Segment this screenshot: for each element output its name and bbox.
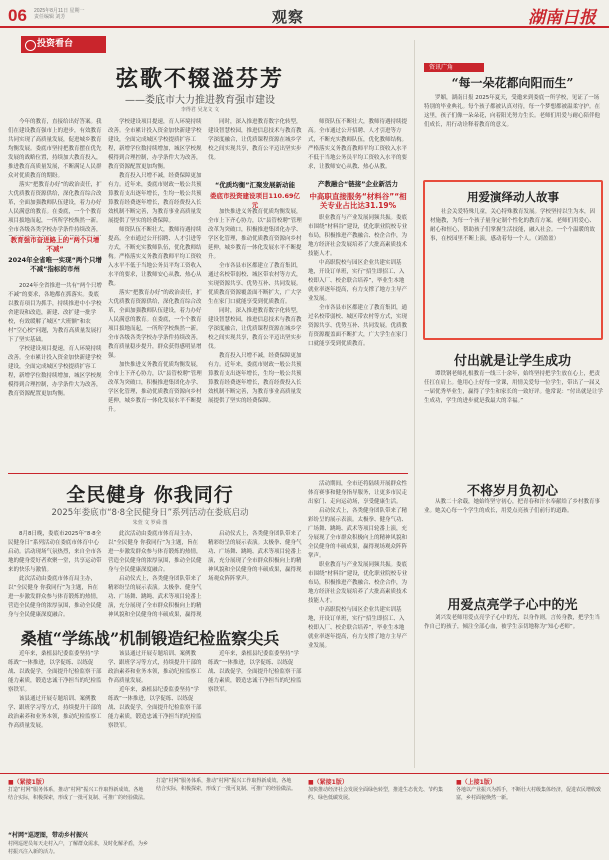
sidebar-text-4 [424, 498, 604, 582]
highlight-box-text [430, 208, 598, 336]
continuation-label: ■（上接1版） [456, 779, 496, 786]
continuation-subhead: “村网”巡逻图，带动乡村振兴 [8, 832, 88, 839]
continuation-label: ■（紧接1版） [308, 779, 348, 786]
lead-headline: 弦歌不辍溢芬芳 [115, 66, 284, 92]
paragraph: 此次活动由娄底市体育局主办，以“全民健身 你我同行”为主题，旨在进一步激发群众参与体育锻炼的热情，营造全民健身的浓厚氛围，推动全民健身与全民健康深度融合。 [8, 576, 102, 618]
column-tag: 投资看台 [21, 36, 106, 53]
paragraph: 同时，深入推进教育数字化转型，建设智慧校园，推进信息技术与教育教学深度融合，让优质课程资源在城乡学校之间实现共享，教育公平迈出坚实步伐。 [208, 119, 302, 161]
column-divider [414, 40, 415, 768]
paragraph: 师资队伍不断壮大，教师待遇持续提高。全市通过公开招聘、人才引进等方式，不断充实教师队伍，优化教师结构。严格落实义务教育教师平均工资收入水平不低于当地公务员平均工资收入水平的要求，让教师安心从教、热心从教。 [108, 227, 202, 287]
sidebar-text-1 [424, 94, 604, 174]
lead-subheadline: ——娄底市大力推进教育强市建设 [125, 95, 275, 106]
article2-headline: 全民健身 你我同行 [66, 484, 234, 506]
issue-date: 2025年8月11日 星期一 责任编辑 刘芳 [34, 8, 85, 20]
paragraph: 近年来，桑植县纪委监委坚持“学练战”一体推进，以学促练、以练促战、以战促学，全面提升纪检监察干部能力素质，锻造忠诚干净担当的纪检监察铁军。 [108, 687, 202, 729]
article2-subheadline: 2025年娄底市“8·8全民健身日”系列活动在娄底启动 [51, 508, 249, 518]
paragraph: 从教二十余载，她始终坚守初心，把青春和汗水奉献给了乡村教育事业。她关心每一个学生的成长，用爱点亮孩子们前行的道路。 [424, 499, 601, 514]
lead-column-3b [208, 208, 302, 472]
paragraph: 近年来，桑植县纪委监委坚持“学练战”一体推进，以学促练、以练促战、以战促学，全面提升纪检监察干部能力素质，锻造忠诚干净担当的纪检监察铁军。 [208, 651, 302, 693]
lead-byline: 李得君 吴龙文 文 [180, 107, 220, 113]
bottom-continuations [0, 773, 609, 860]
sidebar-headline-4: 不将岁月负初心 [466, 484, 558, 499]
article3-headline: 桑植“学练战”机制锻造纪检监察尖兵 [20, 629, 280, 648]
continuation-text: 打造“村网”服务体系，推动“村网”振兴工作取得新成效。各地结合实际，积极探索，形成了一批可复制、可推广的经验做法。 [8, 787, 148, 801]
highlight-box-headline: 用爱演绎动人故事 [467, 190, 559, 204]
paragraph: 2024年全省推进一共有“两个只增不减”的要求，各地都在抓落实。娄底以教育项目为抓手，持续推进中小学校舍建设和改造，新建、改扩建一批学校，有效缓解了城区“大班额”和农村“空心校”问题，为教育高质量发展打下了坚实基础。 [8, 283, 102, 343]
article2-column-1 [8, 530, 102, 620]
section-name: 观察 [272, 8, 305, 26]
paragraph: 活动期间，全市还将陆续开展群众性体育赛事和健身指导服务，让更多市民走出家门、走向运动场，享受健康生活。 [308, 481, 408, 505]
paragraph: 学校建设项目提速，育人环境持续改善。全市累计投入资金加快新建学校建设，全面完成城区学校提质扩容工程，新增学位数持续增加，城区学校规模得到合理控制，办学条件大为改善，教育资源配置更加均衡。 [8, 346, 102, 397]
lead-column-4b [308, 214, 408, 472]
article3-column-1 [8, 650, 102, 768]
paragraph: 同时，深入推进教育数字化转型，建设智慧校园，推进信息技术与教育教学深度融合，让优质课程资源在城乡学校之间实现共享，教育公平迈出坚实步伐。 [208, 308, 302, 350]
continuation-text: 各地以产业振兴为抓手，不断壮大村级集体经济，促进农民增收致富，乡村面貌焕然一新。 [456, 787, 601, 801]
sidebar-label: 资讯广角 [424, 63, 484, 72]
sidebar-headline-3: 付出就是让学生成功 [453, 354, 571, 369]
sidebar-headline-1: “每一朵花都向阳而生” [451, 76, 574, 90]
lead-column-3a [208, 118, 302, 180]
paragraph: 教育投入只增不减，经费保障更加有力。近年来，娄底市财政一般公共预算教育支出逐年增长，生均一般公共预算教育经费逐年增长，教育经费投入长效机制不断完善，为教育事业高质量发展提供了坚实的经费保障。 [108, 173, 202, 224]
lead-column-4a [308, 118, 408, 178]
paragraph: 罗媚，湖南日报 2025年夏天，受邀来到娄底一所学校，见证了一场特别的毕业典礼。每个孩子都被认真对待，每一个梦想都被温柔守护。在这里，孩子们像一朵朵花，向着阳光努力生长。老师们用爱与耐心陪伴他们成长，用行动诠释着教育的意义。 [424, 95, 601, 128]
paragraph: 启动仪式上，各类健身团队带来了精彩纷呈的展示表演。太极拳、健身气功、广场舞、跳绳、武术等项目轮番上演，充分展现了全市群众积极向上的精神风貌和全民健身的丰硕成果，赢得现场观众阵阵掌声。 [208, 531, 302, 582]
paragraph: 中高职院校与园区企业共建实训基地，开设订单班，实行“招生即招工、入校即入厂、校企联合培养”，毕业生本地就业率逐年提高，有力支撑了地方主导产业发展。 [308, 607, 408, 649]
paragraph: 全市各县市区都建立了教育集团，通过名校带弱校、城区带农村等方式，实现资源共享、优势互补、共同发展。优质教育资源覆盖面不断扩大，广大学生在家门口就能享受到优质教育。 [308, 305, 408, 347]
paragraph: 落实“把教育办好”的政治责任，扩大优质教育资源供给，深化教育综合改革，全面加强教师队伍建设，着力办好人民满意的教育。在娄底，一个个教育项目拔地而起，一所所学校焕然一新。全市各级各类学校办学条件持续改善，教育质量稳步提升，群众获得感明显增强。 [108, 290, 202, 359]
article2-byline: 朱萱 文 罗舜 图 [132, 520, 168, 526]
paragraph: 谭铁钢老师扎根教育一线三十余年，始终坚持把学生放在心上，把责任扛在肩上。他用心上好每一堂课，用情关爱每一位学生，带出了一届又一届优秀毕业生，赢得了学生和家长的一致好评。他常说：“付出就是让学生成功，学生的进步就是我最大的幸福。” [424, 371, 603, 404]
section-subhead: “优质均衡”汇聚发展新动能 [214, 181, 296, 189]
article3-column-3 [208, 650, 302, 768]
paragraph: 8月8日晚，娄底市2025年“8·8全民健身日”系列活动在娄底市体育中心启动。活动现场气氛热烈，来自全市各地的健身爱好者欢聚一堂，共享运动带来的快乐与激情。 [8, 531, 102, 573]
paragraph: 该县通过开展专题培训、案例教学、跟班学习等方式，持续提升干部的政治素养和业务本领，推动纪检监察工作高质量发展。 [8, 696, 102, 729]
paragraph: 近年来，桑植县纪委监委坚持“学练战”一体推进，以学促练、以练促战、以战促学，全面提升纪检监察干部能力素质，锻造忠诚干净担当的纪检监察铁军。 [8, 651, 102, 693]
paragraph: 师资队伍不断壮大，教师待遇持续提高。全市通过公开招聘、人才引进等方式，不断充实教师队伍，优化教师结构。严格落实义务教育教师平均工资收入水平不低于当地公务员平均工资收入水平的要求，让教师安心从教、热心从教。 [308, 119, 408, 170]
paragraph: 中高职院校与园区企业共建实训基地，开设订单班，实行“招生即招工、入校即入厂、校企联合培养”，毕业生本地就业率逐年提高，有力支撑了地方主导产业发展。 [308, 260, 408, 302]
lead-column-1b [8, 282, 102, 472]
paragraph: 教育投入只增不减，经费保障更加有力。近年来，娄底市财政一般公共预算教育支出逐年增长，生均一般公共预算教育经费逐年增长，教育经费投入长效机制不断完善，为教育事业高质量发展提供了坚实的经费保障。 [208, 353, 302, 404]
divider [8, 473, 408, 474]
paragraph: 刘兴发老师用爱点亮学子心中的光，以身作则，言传身教，把学生当作自己的孩子，倾注全部心血，被学生亲切地称为“知心老师”。 [424, 615, 601, 630]
paragraph: 启动仪式上，各类健身团队带来了精彩纷呈的展示表演。太极拳、健身气功、广场舞、跳绳、武术等项目轮番上演，充分展现了全市群众积极向上的精神风貌和全民健身的丰硕成果，赢得现 [108, 576, 202, 618]
section-subhead: 产教融合“链接”企业新活力 [317, 180, 399, 188]
paragraph: 社会关爱特殊儿童，关心特殊教育发展。学校坚持以生为本，因材施教，为每一个孩子量身定制个性化的教育方案。老师们用爱心、耐心和恒心，帮助孩子们掌握生活技能，融入社会。一个个温暖的故事，在校园里不断上演，感动着每一个人。（刘盈盈） [430, 209, 596, 242]
paragraph: 落实“把教育办好”的政治责任，扩大优质教育资源供给，深化教育综合改革，全面加强教师队伍建设，着力办好人民满意的教育。在娄底，一个个教育项目拔地而起，一所所学校焕然一新。全市各级各类学校办学条件持续改善， [8, 182, 102, 233]
highlight-box [423, 180, 603, 340]
paragraph: 启动仪式上，各类健身团队带来了精彩纷呈的展示表演。太极拳、健身气功、广场舞、跳绳、武术等项目轮番上演，充分展现了全市群众积极向上的精神风貌和全民健身的丰硕成果，赢得现场观众阵阵掌声。 [308, 508, 408, 559]
paragraph: 加快推进义务教育优质均衡发展，全市上下齐心协力，以“县管校聘”管理改革为突破口，积极推进集团化办学、学区化管理，推动优质教育资源向乡村延伸，城乡教育一体化发展水平不断提升。 [208, 209, 302, 260]
article2-column-3 [208, 530, 302, 620]
paragraph: 职业教育与产业发展同频共振。娄底市围绕“材料谷”建设，优化职业院校专业布局，积极推进产教融合、校企合作，为地方经济社会发展培养了大批高素质技术技能人才。 [308, 562, 408, 604]
paragraph: 全市各县市区都建立了教育集团，通过名校带弱校、城区带农村等方式，实现资源共享、优势互补、共同发展。优质教育资源覆盖面不断扩大，广大学生在家门口就能享受到优质教育。 [208, 263, 302, 305]
continuation-label: ■（紧接1版） [8, 779, 48, 786]
section-subhead: 娄底市投资建设项目110.69亿元 [209, 192, 301, 209]
continuation-text: 加快推动经济社会发展全面绿色转型，推进生态优先、节约集约、绿色低碳发展。 [308, 787, 444, 801]
newspaper-logo: 湖南日报 [528, 8, 596, 28]
lead-column-1 [8, 118, 102, 236]
continuation-text: 打造“村网”服务体系，推动“村网”振兴工作取得新成效。各地结合实际，积极探索，形成了一批可复制、可推广的经验做法。 [156, 778, 296, 792]
sidebar-text-3 [424, 370, 604, 470]
sidebar-headline-5: 用爱点亮学子心中的光 [447, 598, 578, 613]
article2-column-4 [308, 480, 408, 765]
article3-column-2 [108, 650, 202, 768]
paragraph: 该县通过开展专题培训、案例教学、跟班学习等方式，持续提升干部的政治素养和业务本领，推动纪检监察工作高质量发展。 [108, 651, 202, 684]
lead-column-2 [108, 118, 202, 472]
section-subhead: 中高职直接服务“材料谷”“相关专业占比达31.19% [309, 192, 407, 210]
paragraph: 此次活动由娄底市体育局主办，以“全民健身 你我同行”为主题，旨在进一步激发群众参与体育锻炼的热情，营造全民健身的浓厚氛围，推动全民健身与全民健康深度融合。 [108, 531, 202, 573]
article2-column-2 [108, 530, 202, 620]
paragraph: 今年的教育，直接给出好答案。我们在建设教育强市上的进步，有效教育共同实现了高质量发展，促进城乡教育均衡发展。娄底市坚持把教育摆在优先发展的战略位置，持续加大教育投入，推进教育高质量发展，不断满足人民群众对优质教育的期盼。 [8, 119, 102, 179]
page-number: 06 [8, 6, 27, 25]
paragraph: 学校建设项目提速，育人环境持续改善。全市累计投入资金加快新建学校建设，全面完成城区学校提质扩容工程，新增学位数持续增加，城区学校规模得到合理控制，办学条件大为改善，教育资源配置更加均衡。 [108, 119, 202, 170]
section-subhead: 2024年全省唯一实现“两个只增不减”指标的市州 [8, 256, 102, 273]
page-header [0, 0, 609, 28]
paragraph: 职业教育与产业发展同频共振。娄底市围绕“材料谷”建设，优化职业院校专业布局，积极推进产教融合、校企合作，为地方经济社会发展培养了大批高素质技术技能人才。 [308, 215, 408, 257]
section-subhead: 教育强市奋进路上的“两个只增不减” [10, 236, 100, 253]
sidebar-text-5 [424, 614, 604, 768]
continuation-text: 村网巡逻员每天走村入户，了解群众需求，及时化解矛盾，为乡村振兴注入新的活力。 [8, 841, 148, 855]
paragraph: 加快推进义务教育优质均衡发展，全市上下齐心协力，以“县管校聘”管理改革为突破口，积极推进集团化办学、学区化管理，推动优质教育资源向乡村延伸，城乡教育一体化发展水平不断提升。 [108, 362, 202, 413]
